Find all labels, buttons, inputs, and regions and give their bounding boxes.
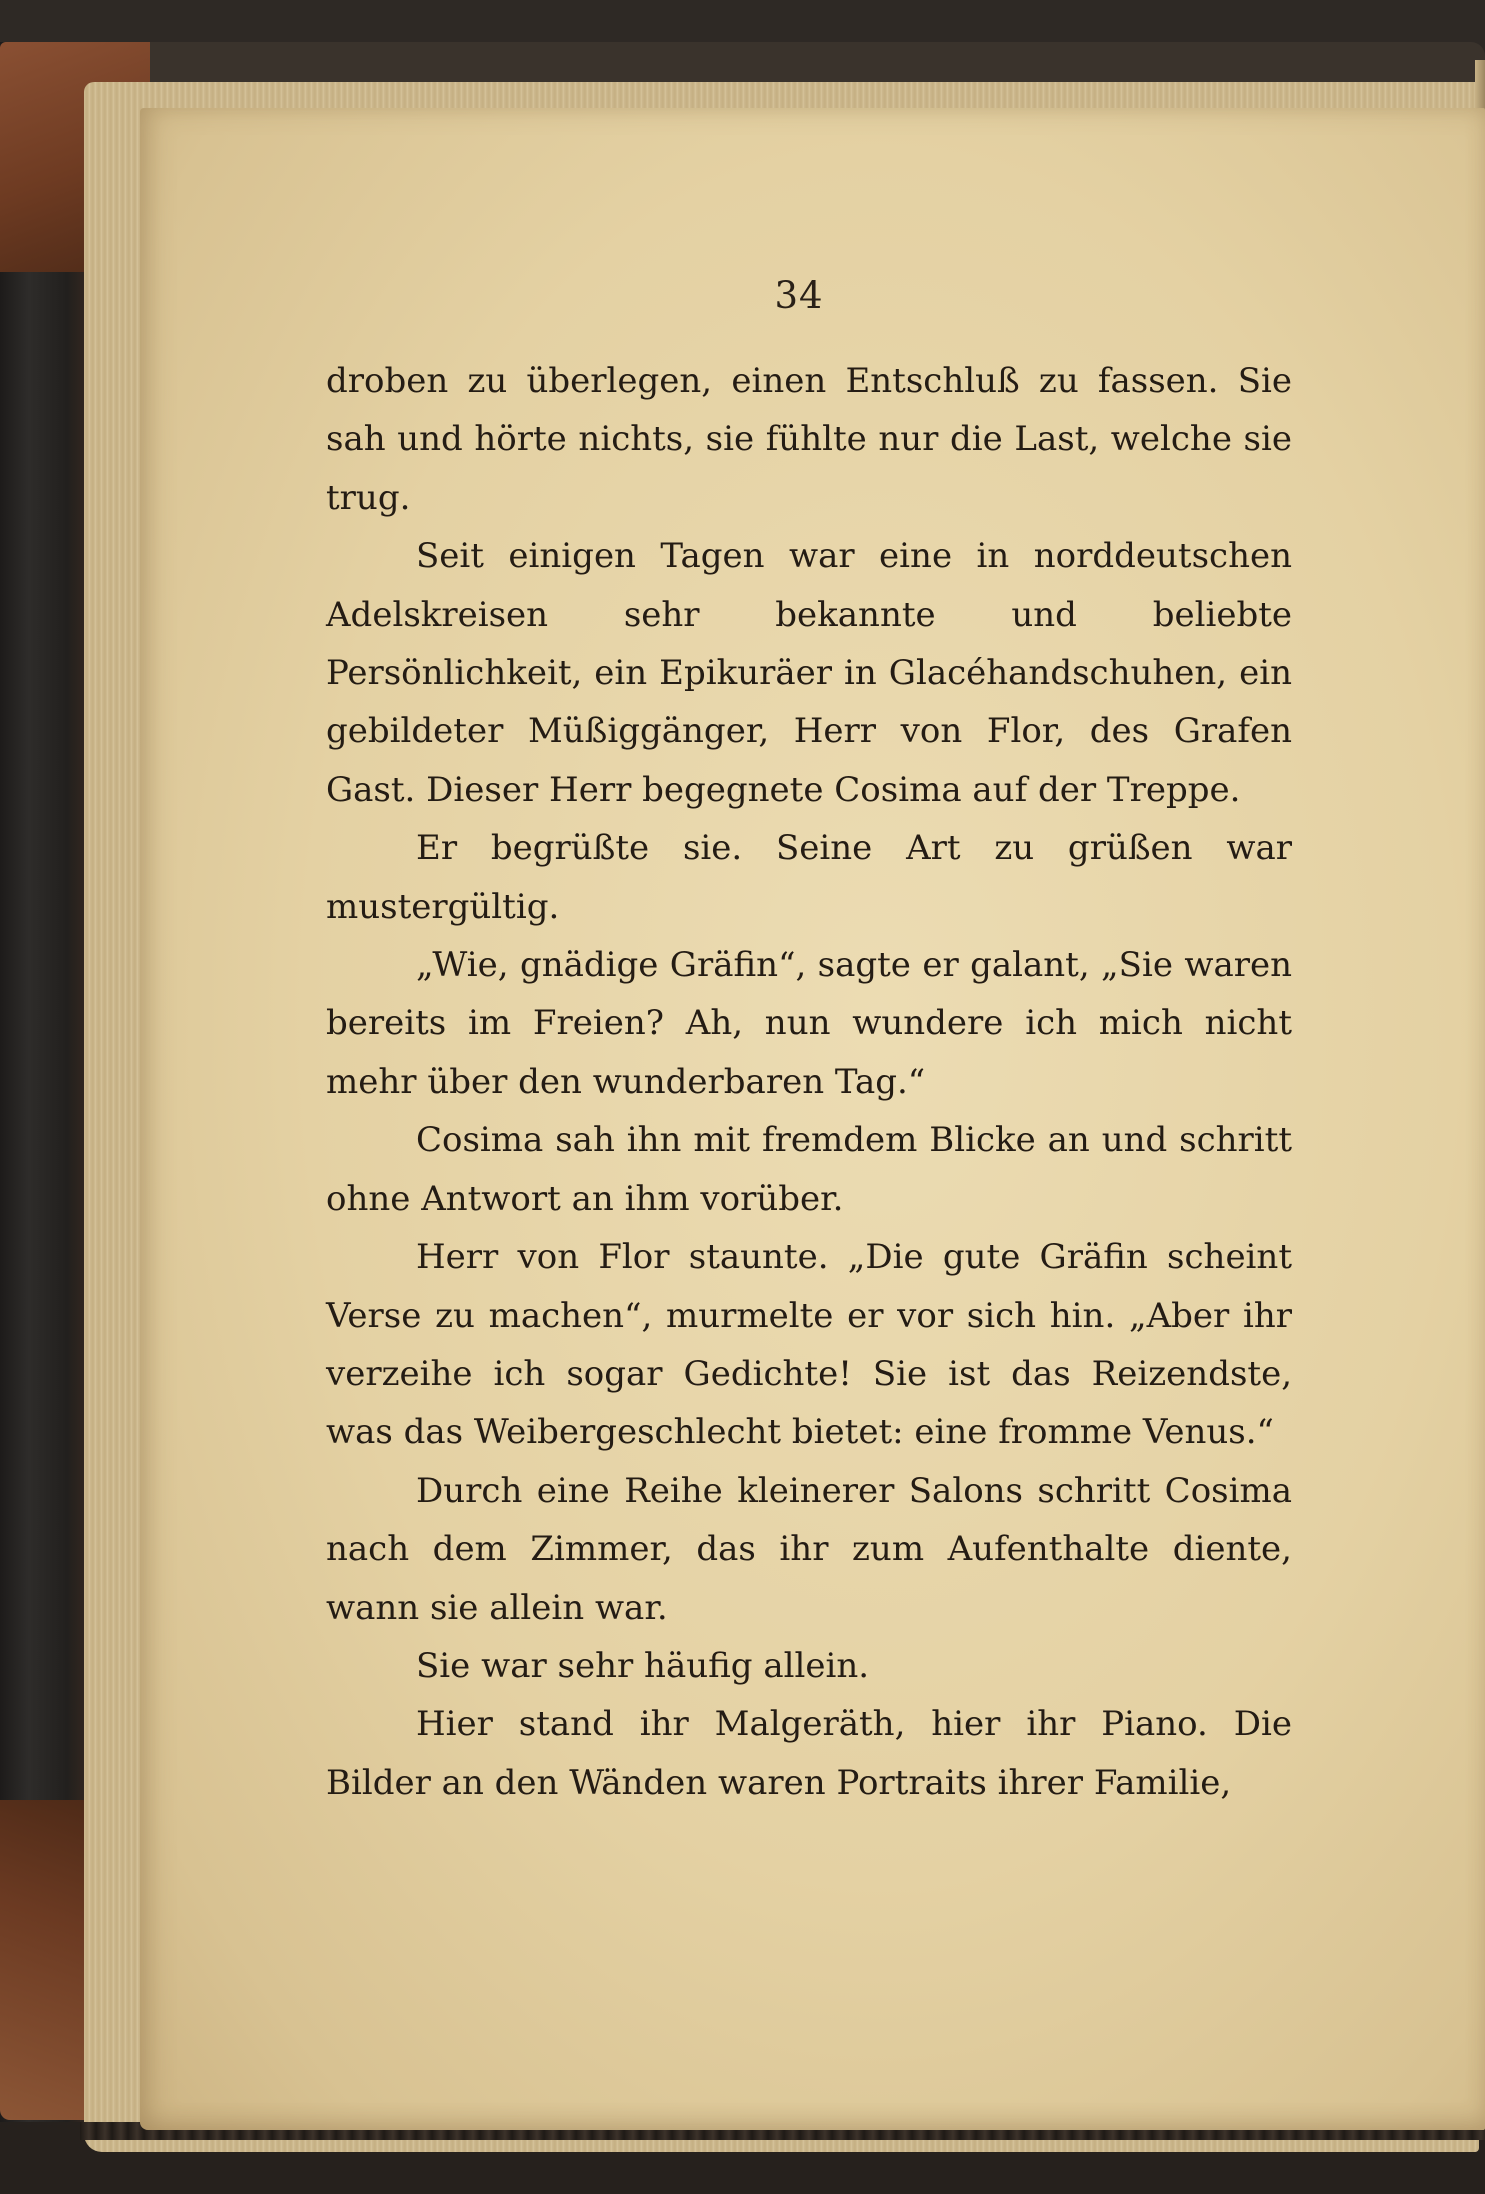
paragraph-1: droben zu überlegen, einen Entschluß zu fassen. Sie sah und hörte nichts, sie fühlte nur die Last, welche sie trug.: [326, 361, 1292, 518]
paragraph-2: Seit einigen Tagen war eine in norddeutschen Adelskreisen sehr bekannte und beliebte Persönlichkeit, ein Epikuräer in Glacéhandschuhen, ein gebildeter Müßiggänger, Herr von Flor, des Grafen Gast. Dieser Herr begegnete Cosima auf der Treppe.: [326, 536, 1292, 810]
paragraph-4: „Wie, gnädige Gräfin“, sagte er galant, „Sie waren bereits im Freien? Ah, nun wundere ich mich nicht mehr über den wunderbaren Tag.“: [326, 945, 1292, 1102]
paragraph-9: Hier stand ihr Malgeräth, hier ihr Piano. Die Bilder an den Wänden waren Portraits ihrer Familie,: [326, 1704, 1292, 1803]
paragraph-8: Sie war sehr häufig allein.: [416, 1645, 870, 1686]
page-body-text: [326, 352, 1292, 1812]
paragraph-5: Cosima sah ihn mit fremdem Blicke an und schritt ohne Antwort an ihm vorüber.: [326, 1120, 1292, 1219]
page-number: 34: [774, 274, 824, 317]
paragraph-7: Durch eine Reihe kleinerer Salons schritt Cosima nach dem Zimmer, das ihr zum Aufenthalte diente, wann sie allein war.: [326, 1470, 1292, 1628]
paragraph-6: Herr von Flor staunte. „Die gute Gräfin scheint Verse zu machen“, murmelte er vor sich hin. „Aber ihr verzeihe ich sogar Gedichte! Sie ist das Reizendste, was das Weibergeschlecht bietet: eine fromme Venus.“: [326, 1237, 1292, 1453]
paragraph-3: Er begrüßte sie. Seine Art zu grüßen war mustergültig.: [326, 828, 1292, 927]
